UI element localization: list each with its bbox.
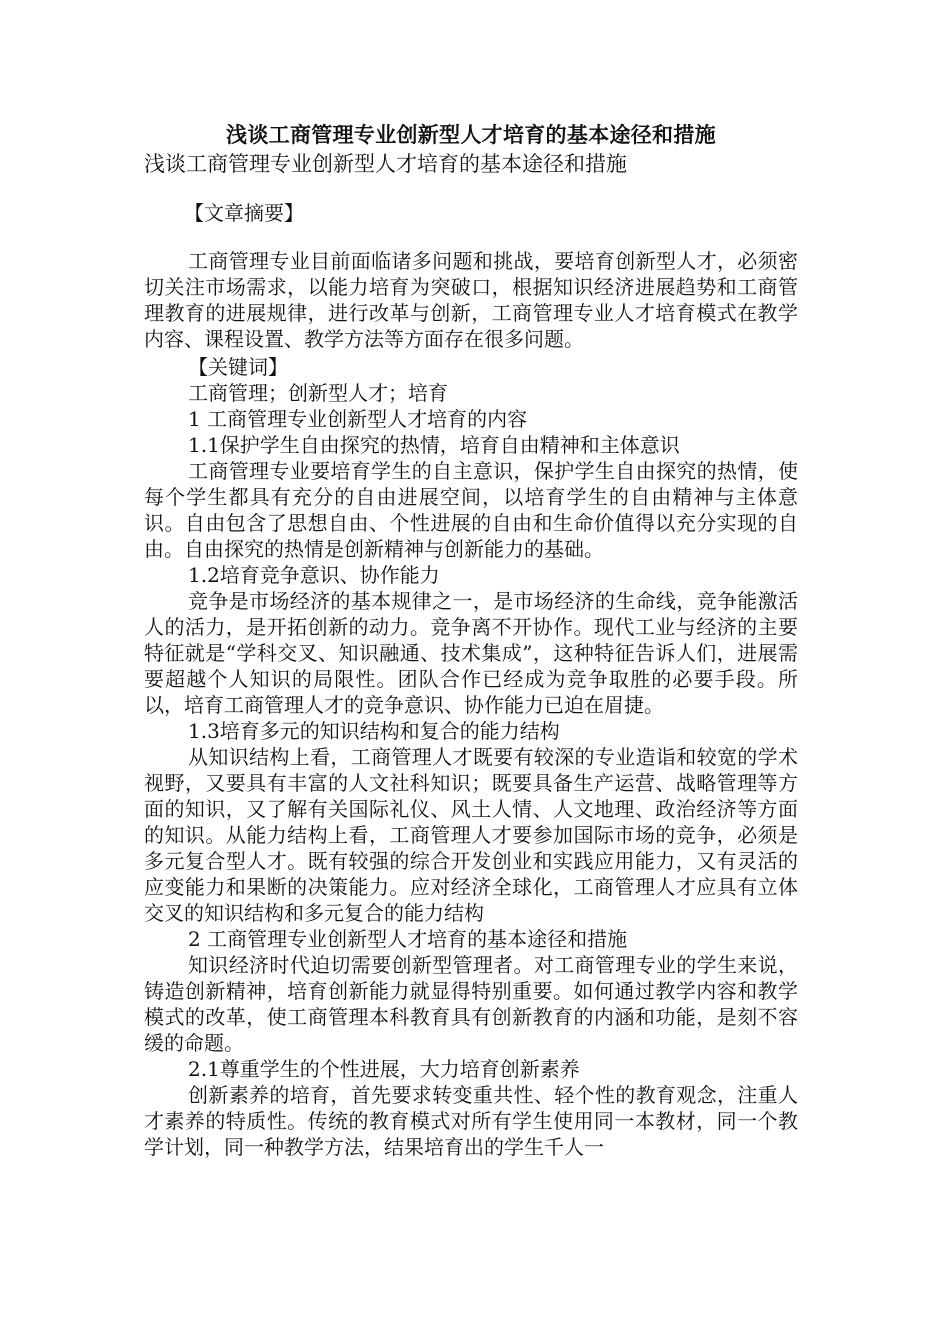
section-2-heading: 2 工商管理专业创新型人才培育的基本途径和措施 xyxy=(188,927,628,951)
section-2-paragraph: 知识经济时代迫切需要创新型管理者。对工商管理专业的学生来说，铸造创新精神，培育创新能力就显得特别重要。如何通过教学内容和教学模式的改革，使工商管理本科教育具有创新教育的内涵和功能，是刻不容缓的命题。 xyxy=(144,953,798,1055)
section-1-3-heading: 1.3培育多元的知识结构和复合的能力结构 xyxy=(188,719,560,743)
section-1-2-heading: 1.2培育竞争意识、协作能力 xyxy=(188,563,440,587)
keywords-text: 工商管理；创新型人才；培育 xyxy=(188,381,448,405)
section-1-3-paragraph: 从知识结构上看，工商管理人才既要有较深的专业造诣和较宽的学术视野，又要具有丰富的人文社科知识；既要具备生产运营、战略管理等方面的知识，又了解有关国际礼仪、风土人情、人文地理、政治经济等方面的知识。从能力结构上看，工商管理人才要参加国际市场的竞争，必须是多元复合型人才。既有较强的综合开发创业和实践应用能力，又有灵活的应变能力和果断的决策能力。应对经济全球化，工商管理人才应具有立体交叉的知识结构和多元复合的能力结构 xyxy=(144,745,798,925)
section-1-heading: 1 工商管理专业创新型人才培育的内容 xyxy=(188,407,528,431)
section-2-1-heading: 2.1尊重学生的个性进展，大力培育创新素养 xyxy=(188,1057,580,1081)
abstract-paragraph: 工商管理专业目前面临诸多问题和挑战，要培育创新型人才，必须密切关注市场需求，以能力培育为突破口，根据知识经济进展趋势和工商管理教育的进展规律，进行改革与创新，工商管理专业人才培育模式在教学内容、课程设置、教学方法等方面存在很多问题。 xyxy=(144,249,798,351)
abstract-heading: 【文章摘要】 xyxy=(184,201,304,225)
section-2-1-paragraph: 创新素养的培育，首先要求转变重共性、轻个性的教育观念，注重人才素养的特质性。传统的教育模式对所有学生使用同一本教材，同一个教学计划，同一种教学方法，结果培育出的学生千人一 xyxy=(144,1083,798,1159)
section-1-1-paragraph: 工商管理专业要培育学生的自主意识，保护学生自由探究的热情，使每个学生都具有充分的自由进展空间，以培育学生的自由精神与主体意识。自由包含了思想自由、个性进展的自由和生命价值得以充分实现的自由。自由探究的热情是创新精神与创新能力的基础。 xyxy=(144,459,798,561)
section-1-2-paragraph: 竞争是市场经济的基本规律之一，是市场经济的生命线，竞争能激活人的活力，是开拓创新的动力。竞争离不开协作。现代工业与经济的主要特征就是“学科交叉、知识融通、技术集成”，这种特征告诉人们，进展需要超越个人知识的局限性。团队合作已经成为竞争取胜的必要手段。所以，培育工商管理人才的竞争意识、协作能力已迫在眉捷。 xyxy=(144,589,798,717)
document-subtitle: 浅谈工商管理专业创新型人才培育的基本途径和措施 xyxy=(144,152,627,176)
document-page xyxy=(144,120,798,1160)
keywords-heading: 【关键词】 xyxy=(188,355,288,379)
section-1-1-heading: 1.1保护学生自由探究的热情，培育自由精神和主体意识 xyxy=(188,433,680,457)
document-title: 浅谈工商管理专业创新型人才培育的基本途径和措施 xyxy=(226,122,716,147)
